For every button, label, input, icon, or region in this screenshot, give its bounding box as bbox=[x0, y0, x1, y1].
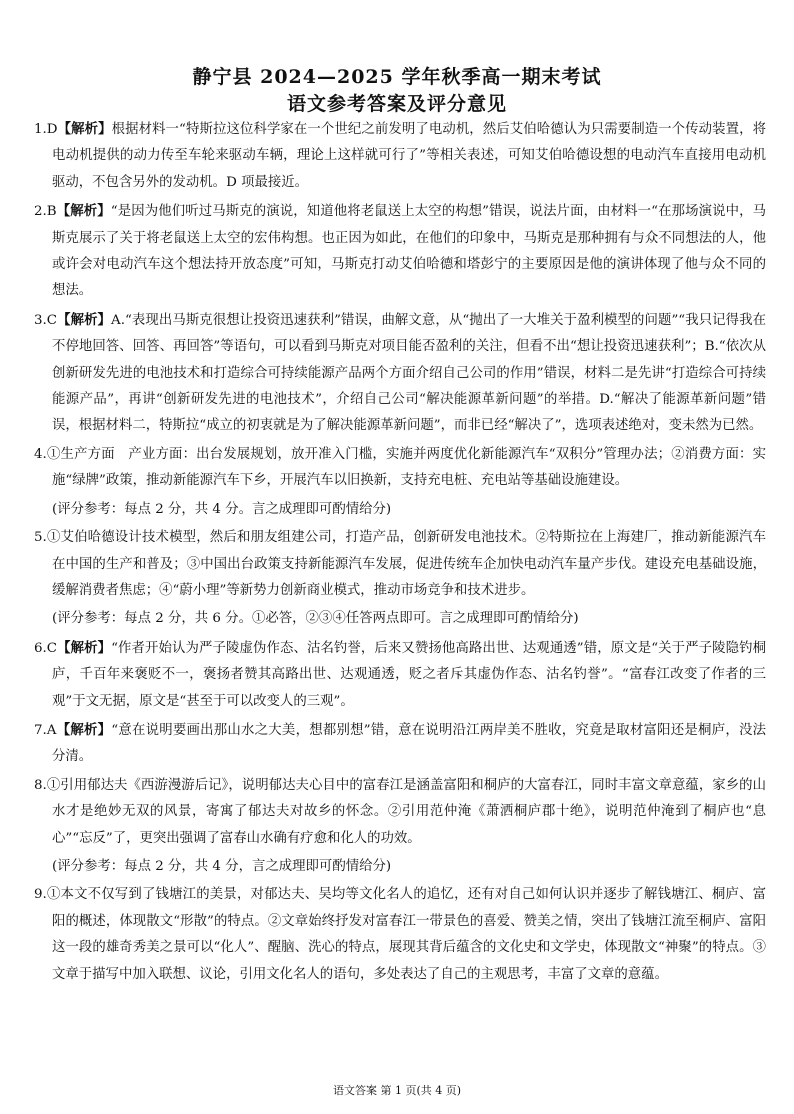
page-title: 静宁县 2024—2025 学年秋季高一期末考试 bbox=[192, 66, 602, 88]
answer-number: 4. bbox=[34, 446, 47, 462]
page-footer: 语文答案 第 1 页(共 4 页) bbox=[332, 1084, 462, 1097]
answer-text: ①本文不仅写到了钱塘江的美景，对郁达夫、吴均等文化名人的追忆，还有对自己如何认识并逐步了解钱塘江、桐庐、富阳的概述，体现散文“形散”的特点。②文章始终抒发对富春江一带景色的喜爱、赞美之情，突出了钱塘江流至桐庐、富阳这一段的雄奇秀美之景可以“化人”、醒脑、洗心的特点，展现其背后蕴含的文化史和文学史，体现散文“神聚”的特点。③文章于描写中加入联想、议论，引用文化名人的语句，多处表达了自己的主观思考，丰富了文章的意蕴。 bbox=[46, 887, 766, 982]
answer-number: 6.C bbox=[34, 640, 58, 656]
answer-item-8 bbox=[34, 773, 766, 852]
answer-text: A.“表现出马斯克很想让投资迅速获利”错误，曲解文意，从“抛出了一大堆关于盈利模型的问题”“我只记得我在不停地回答、回答、再回答”等语句，可以看到马斯克对项目能否盈利的关注，但看不出“想让投资迅速获利”；B.“依次从创新研发先进的电池技术和打造综合可持续能源产品两个方面介绍自己公司的作用”错误，材料二是先讲“打造综合可持续能源产品”，再讲“创新研发先进的电池技术”，介绍自己公司“解决能源革新问题”的举措。D.“解决了能源革新问题”错误，根据材料二，特斯拉“成立的初衷就是为了解决能源革新问题”，而非已经“解决了”，选项表述绝对，变未然为已然。 bbox=[52, 312, 767, 434]
answer-text: 根据材料一“特斯拉这位科学家在一个世纪之前发明了电动机，然后艾伯哈德认为只需要制造一个传动装置，将电动机提供的动力传至车轮来驱动车辆，理论上这样就可行了”等相关表述，可知艾伯哈德设想的电动汽车直接用电动机驱动，不包含另外的发动机。D 项最接近。 bbox=[52, 122, 767, 190]
answer-text: “意在说明要画出那山水之大美，想都别想”错，意在说明沿江两岸美不胜收，究竟是取材富阳还是桐庐，没法分清。 bbox=[52, 722, 766, 765]
scoring-note-8: (评分参考：每点 2 分，共 4 分，言之成理即可酌情给分) bbox=[52, 858, 392, 874]
answer-number: 1.D bbox=[34, 122, 58, 137]
answer-number: 3.C bbox=[34, 312, 58, 328]
answer-number: 9. bbox=[34, 887, 47, 903]
analysis-tag: 【解析】 bbox=[56, 203, 111, 220]
analysis-tag: 【解析】 bbox=[57, 121, 112, 137]
answer-item-3 bbox=[34, 307, 766, 440]
answer-text: ①引用郁达夫《西游漫游后记》，说明郁达夫心目中的富春江是涵盖富阳和桐庐的大富春江，同时丰富文章意蕴，家乡的山水才是绝妙无双的风景，寄寓了郁达夫对故乡的怀念。②引用范仲淹《萧洒桐庐郡十绝》，说明范仲淹到了桐庐也“息心”“忘反”了，更突出强调了富春山水确有疗愈和化人的功效。 bbox=[46, 777, 766, 846]
answer-item-9 bbox=[34, 882, 766, 988]
analysis-tag: 【解析】 bbox=[57, 639, 112, 656]
answer-item-5 bbox=[34, 525, 766, 604]
answer-text: “是因为他们听过马斯克的演说，知道他将老鼠送上太空的构想”错误，说法片面，由材料一“在那场演说中，马斯克展示了关于将老鼠送上太空的宏伟构想。也正因为如此，在他们的印象中，马斯克是那种拥有与众不同想法的人，他或许会对电动汽车这个想法持开放态度”可知，马斯克打动艾伯哈德和塔彭宁的主要原因是他的演讲体现了他与众不同的想法。 bbox=[52, 204, 766, 299]
answer-text: ①艾伯哈德设计技术模型，然后和朋友组建公司，打造产品，创新研发电池技术。②特斯拉在上海建厂，推动新能源汽车在中国的生产和普及；③中国出台政策支持新能源汽车发展，促进传统车企加快电动汽车量产步伐。建设充电基础设施，缓解消费者焦虑；④“蔚小理”等新势力创新商业模式，推动市场竞争和技术进步。 bbox=[46, 530, 766, 598]
answer-list bbox=[34, 116, 766, 990]
answer-number: 2.B bbox=[34, 204, 57, 220]
answer-text: ①生产方面 产业方面：出台发展规划，放开准入门槛，实施并两度优化新能源汽车“双积分”管理办法；②消费方面：实施“绿牌”政策，推动新能源汽车下乡，开展汽车以旧换新，支持充电桩、充电站等基础设施建设。 bbox=[46, 446, 766, 489]
page-subtitle: 语文参考答案及评分意见 bbox=[286, 93, 507, 115]
scoring-note-5: (评分参考：每点 2 分，共 6 分。①必答，②③④任答两点即可。言之成理即可酌情给分) bbox=[52, 611, 579, 627]
answer-item-4 bbox=[34, 442, 766, 495]
answer-item-2 bbox=[34, 198, 766, 305]
answer-item-6 bbox=[34, 635, 766, 715]
answer-item-7 bbox=[34, 717, 766, 771]
answer-number: 8. bbox=[34, 777, 47, 793]
answer-text: “作者开始认为严子陵虚伪作态、沽名钓誉，后来又赞扬他高路出世、达观通透”错，原文是“关于严子陵隐钓桐庐，千百年来褒贬不一，褒扬者赞其高路出世、达观通透，贬之者斥其虚伪作态、沽名钓誉”。“富春江改变了作者的三观”于文无据，原文是“甚至于可以改变人的三观”。 bbox=[52, 640, 766, 709]
scoring-note-4: (评分参考：每点 2 分，共 4 分。言之成理即可酌情给分) bbox=[52, 501, 392, 517]
answer-number: 7.A bbox=[34, 722, 57, 738]
analysis-tag: 【解析】 bbox=[57, 311, 112, 328]
answer-number: 5. bbox=[34, 530, 47, 546]
answer-item-1 bbox=[34, 116, 766, 196]
analysis-tag: 【解析】 bbox=[56, 721, 112, 738]
